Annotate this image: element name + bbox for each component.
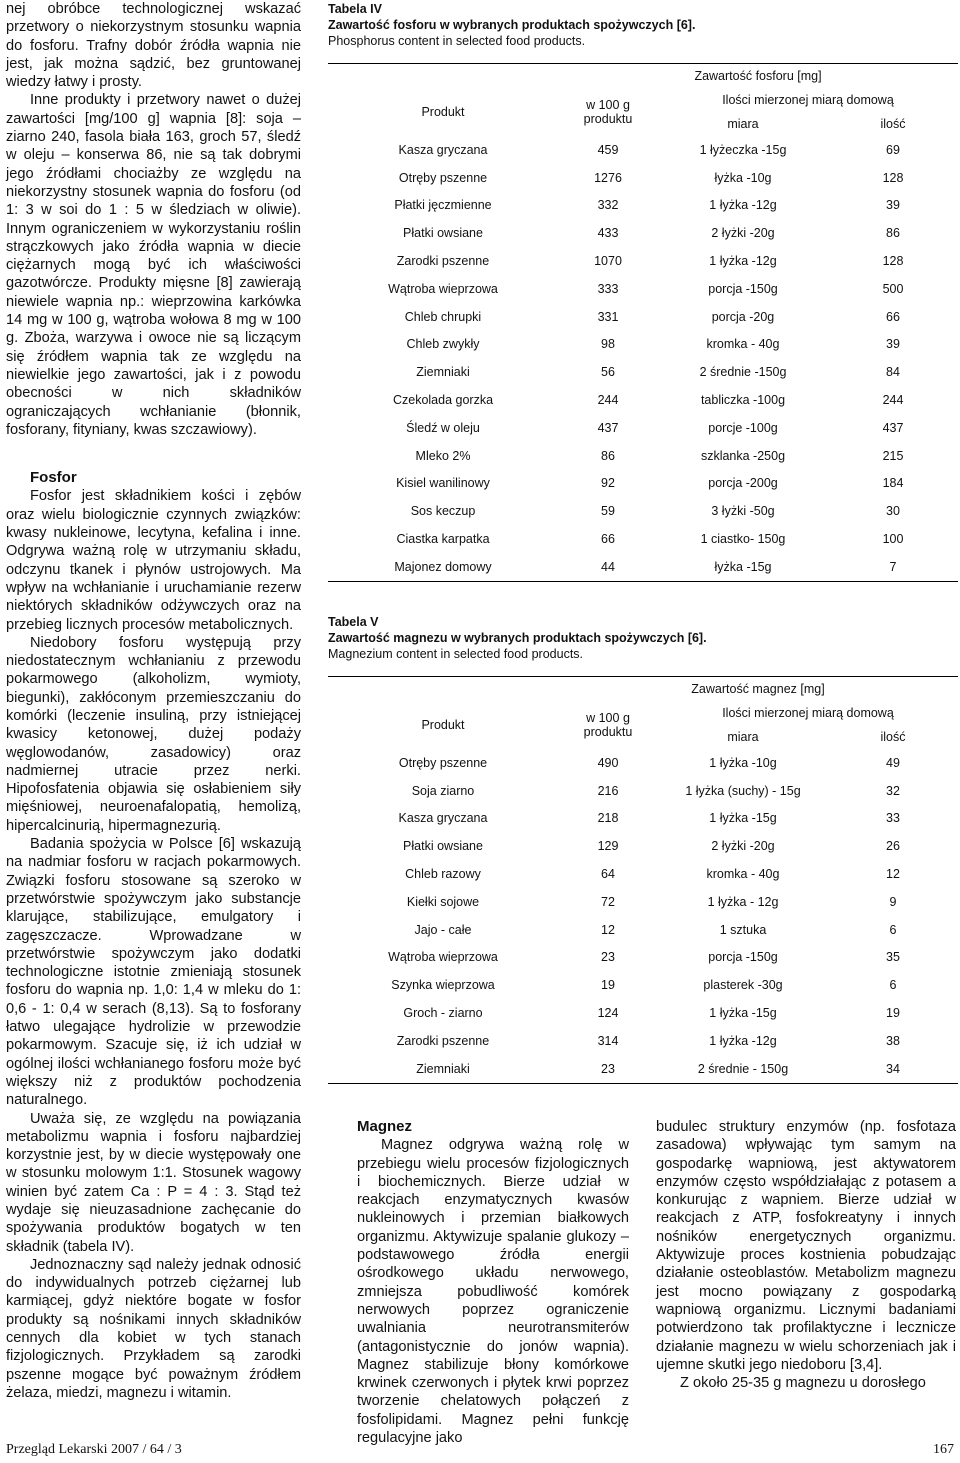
cell-product: Kasza gryczana (398, 142, 488, 157)
table5-subtitle: Magnezium content in selected food products. (328, 647, 584, 661)
cell-amount: 6 (889, 922, 897, 937)
cell-per100: 124 (597, 1006, 619, 1021)
cell-measure: 2 łyżki -20g (711, 839, 775, 854)
section-heading-fosfor: Fosfor (30, 469, 77, 487)
cell-per100: 98 (601, 337, 615, 352)
cell-amount: 32 (886, 783, 900, 798)
cell-product: Kisiel wanilinowy (396, 476, 490, 491)
cell-per100: 23 (558, 1055, 658, 1083)
paragraph: nej obróbce technologicznej wskazać przetwory o niekorzystnym stosunku wapnia do fosforu. Trafny dobór źródła wapnia nie jest, jak można sądzić, bez gruntowanej wiedzy łatwy i prosty. (6, 1, 301, 91)
cell-product: Śledź w oleju (406, 420, 480, 435)
table-row (328, 358, 958, 386)
paragraph: Niedobory fosforu występują przy niedostatecznym wchłanianiu z przewodu pokarmowego (alkoholizm, wymioty, biegunki), zakłóconym przemieszczaniu do komórki (leczenie insuliną, przy istniejącej kwasicy ketonowej, dużej podaży węglowodanów, zasadowicy) oraz nadmiernej utracie przez nerki. Hipofosfatenia objawia się osłabieniem siły mięśniowej, neuroenafalopatią, hemolizą, hipercalcinurią, hipermagnezurią. (6, 634, 301, 834)
table5-caption (328, 614, 707, 662)
cell-product: Kiełki sojowe (406, 894, 480, 909)
paragraph: Z około 25-35 g magnezu u dorosłego (680, 1375, 926, 1392)
cell-amount: 39 (886, 198, 900, 213)
paragraph: Inne produkty i przetwory nawet o dużej zawartości [mg/100 g] wapnia [8]: soja – ziarno 240, fasola biała 163, groch 57, śledź w oleju – konserwa 86, nie są tak dobrymi jego źródłami chociażby ze względu na niekorzystny stosunek wapnia do fosforu (od 1: 3 w soi do 1 : 5 w śledziach w oliwie). Innym ograniczeniem w wykorzystaniu roślin strączkowych jako źródła wapnia w diecie ciężarnych mogą być ich właściwości gazotwórcze. Produkty mięsne [8] zawierają niewiele wapnia np.: wieprzowina karkówka 14 mg w 100 g, wątroba wołowa 8 mg w 100 g. Zboża, warzywa i owoce nie są liczącym się źródłem wapnia tak ze względu na niewielkie jego zawartości, jak i z powodu obecności w nich składników ograniczających wchłanianie (błonnik, fosforany, fityniany, kwas szczawiowy). (6, 92, 301, 438)
cell-per100: 129 (597, 839, 619, 854)
cell-per100: 1070 (594, 254, 622, 269)
section-heading-magnez: Magnez (357, 1118, 413, 1135)
table-row (328, 916, 958, 944)
table-row (328, 303, 958, 331)
table5-label: Tabela V (328, 615, 379, 629)
cell-product: Ziemniaki (328, 1055, 558, 1083)
cell-product: Płatki owsiane (403, 226, 483, 241)
cell-amount: 69 (886, 142, 900, 157)
cell-per100: 19 (601, 978, 615, 993)
cell-measure: 1 sztuka (719, 922, 767, 937)
table4-title: Zawartość fosforu w wybranych produktach spożywczych [6]. (328, 18, 696, 32)
cell-measure: kromka - 40g (706, 867, 780, 882)
table5-title: Zawartość magnezu w wybranych produktach spożywczych [6]. (328, 631, 707, 645)
table4 (328, 63, 958, 582)
cell-amount: 9 (889, 894, 897, 909)
table-row (328, 219, 958, 247)
cell-amount: 84 (886, 365, 900, 380)
cell-product: Mleko 2% (415, 448, 471, 463)
cell-per100: 314 (597, 1033, 619, 1048)
cell-per100: 1276 (594, 170, 622, 185)
table4-header-household: Ilości mierzonej miarą domową (722, 93, 894, 107)
table-row (328, 888, 958, 916)
cell-per100: 244 (597, 393, 619, 408)
cell-measure: porcja -200g (708, 476, 778, 491)
paragraph: Fosfor jest składnikiem kości i zębów oraz wielu biologicznie czynnych związków: kwasy nukleinowe, lecytyna, kefalina i inne. Odgrywa ważną rolę w utrzymaniu składu, odczynu tkanek i płynów ustrojowych. Ma wpływ na wchłanianie i uruchamianie rezerw niektórych składników odżywczych oraz na przebieg licznych procesów metabolicznych. (6, 488, 301, 633)
cell-product: Zarodki pszenne (396, 1033, 490, 1048)
cell-measure: 1 łyżka -12g (709, 254, 777, 269)
cell-measure: 1 łyżka - 12g (707, 894, 779, 909)
cell-per100: 459 (597, 142, 619, 157)
cell-per100: 86 (601, 448, 615, 463)
cell-measure: porcja -20g (711, 309, 775, 324)
cell-measure: tabliczka -100g (700, 393, 786, 408)
cell-measure: porcje -100g (708, 420, 778, 435)
cell-amount: 128 (882, 170, 904, 185)
table-row (328, 497, 958, 525)
cell-measure: 1 ciastko- 150g (700, 532, 786, 547)
cell-per100: 333 (597, 281, 619, 296)
table-row (328, 860, 958, 888)
cell-amount: 66 (886, 309, 900, 324)
table-row (328, 414, 958, 442)
table-row (328, 805, 958, 833)
table4-header-product: Produkt (421, 105, 465, 119)
table5-header-measure: miara (727, 730, 759, 744)
cell-measure: 1 łyżka -15g (709, 811, 777, 826)
cell-product: Kasza gryczana (398, 811, 488, 826)
journal-citation: Przegląd Lekarski 2007 / 64 / 3 (6, 1442, 182, 1457)
right-text-column (656, 1118, 956, 1392)
table4-body (328, 136, 958, 581)
cell-amount: 184 (882, 476, 904, 491)
table-row (328, 247, 958, 275)
cell-product: Zarodki pszenne (396, 254, 490, 269)
cell-per100: 59 (601, 504, 615, 519)
table-row (328, 553, 958, 581)
cell-product: Wątroba wieprzowa (388, 281, 498, 296)
table-row (328, 136, 958, 164)
paragraph: Badania spożycia w Polsce [6] wskazują na nadmiar fosforu w racjach pokarmowych. Związki fosforu stosowane są szeroko w przetwórstwie spożywczym jako substancje klarujące, stabilizujące, emulgatory i zagęszczacze. Wprowadzane w przetwórstwie spożywczym jako dodatki technologiczne istotnie zmieniają stosunek fosforu do wapnia np. 1,0: 1,4 w mleku do 1: 0,6 - 1: 0,4 w serach (8,13). Są to fosforany łatwo ulegające hydrolizie w przewodzie pokarmowym. Szacuje się, iż ich udział w ogólnej ilości wchłanianego fosforu może być większy niż z produktów pochodzenia naturalnego. (6, 836, 301, 1109)
table4-header-group: Zawartość fosforu [mg] (558, 64, 958, 89)
cell-per100: 44 (558, 553, 658, 581)
table-row (328, 971, 958, 999)
cell-amount: 33 (886, 811, 900, 826)
paragraph: Magnez odgrywa ważną rolę w przebiegu wielu procesów fizjologicznych i biochemicznych. Bierze udział w reakcjach enzymatycznych kwasów nukleinowych i przemian białkowych organizmu. Aktywizuje spalanie glukozy – podstawowego źródła energii ośrodkowego układu nerwowego, zmniejsza pobudliwość komórek nerwowych poprzez ograniczenie uwalniania neurotransmiterów (antagonistycznie do jonów wapnia). Magnez stabilizuje błony komórkowe krwinek czerwonych i płytek krwi poprzez tworzenie chelatowych połączeń z fosfolipidami. Magnez pełni funkcję regulacyjne jako (357, 1137, 629, 1447)
cell-measure: szklanka -250g (700, 448, 786, 463)
cell-amount: 30 (886, 504, 900, 519)
table-row (328, 275, 958, 303)
cell-per100: 64 (601, 867, 615, 882)
table5-header-product: Produkt (421, 718, 465, 732)
cell-measure: 1 łyżka -15g (709, 1006, 777, 1021)
cell-amount: 34 (828, 1055, 958, 1083)
cell-amount: 19 (886, 1006, 900, 1021)
cell-per100: 433 (597, 226, 619, 241)
table-row (328, 944, 958, 972)
cell-amount: 6 (889, 978, 897, 993)
table4-caption (328, 1, 695, 49)
cell-product: Groch - ziarno (403, 1006, 483, 1021)
cell-amount: 437 (882, 420, 904, 435)
cell-amount: 26 (886, 839, 900, 854)
table-row (328, 470, 958, 498)
cell-per100: 216 (597, 783, 619, 798)
paragraph: Jednoznaczny sąd należy jednak odnosić do indywidualnych potrzeb ciężarnej lub karmiącej, gdyż niektóre bogate w fosfor produkty są nośnikami innych składników cennych dla kobiet w tych stanach fizjologicznych. Przykładem są zarodki pszenne mogące być poważnym źródłem żelaza, miedzi, magnezu i witamin. (6, 1256, 301, 1401)
cell-product: Otręby pszenne (398, 170, 488, 185)
cell-measure: porcja -150g (708, 950, 778, 965)
cell-product: Ciastka karpatka (396, 532, 490, 547)
table-row (328, 1027, 958, 1055)
table5-header-per100: w 100 g produktu (583, 711, 633, 739)
cell-measure: plasterek -30g (703, 978, 783, 993)
cell-product: Otręby pszenne (398, 755, 488, 770)
cell-amount: 35 (886, 950, 900, 965)
cell-measure: 3 łyżki -50g (711, 504, 775, 519)
page-footer (0, 1430, 960, 1463)
table5 (328, 676, 958, 1084)
cell-measure: 1 łyżka -12g (709, 1033, 777, 1048)
cell-per100: 331 (597, 309, 619, 324)
cell-product: Chleb chrupki (404, 309, 482, 324)
cell-amount: 7 (828, 553, 958, 581)
cell-amount: 500 (882, 281, 904, 296)
cell-product: Czekolada gorzka (392, 393, 494, 408)
cell-per100: 23 (601, 950, 615, 965)
cell-product: Soja ziarno (411, 783, 475, 798)
page-number: 167 (933, 1442, 954, 1457)
middle-text-column (357, 1118, 629, 1447)
cell-per100: 12 (601, 922, 615, 937)
cell-per100: 218 (597, 811, 619, 826)
table5-header-group: Zawartość magnez [mg] (558, 677, 958, 702)
cell-amount: 215 (882, 448, 904, 463)
cell-amount: 49 (886, 755, 900, 770)
table-row (328, 442, 958, 470)
cell-amount: 100 (882, 532, 904, 547)
table-row (328, 999, 958, 1027)
cell-measure: 2 średnie - 150g (658, 1055, 828, 1083)
table-row (328, 749, 958, 777)
table5-body (328, 749, 958, 1083)
cell-per100: 490 (597, 755, 619, 770)
cell-amount: 86 (886, 226, 900, 241)
cell-product: Chleb razowy (405, 867, 481, 882)
table-row (328, 192, 958, 220)
paragraph: Uważa się, ze względu na powiązania metabolizmu wapnia i fosforu najbardziej korzystnie jest, by w diecie występowały one w stosunku molowym 1:1. Stosunek wagowy winien być zatem Ca : P = 4 : 3. Stąd też wydaje się nieuzasadnione zachęcanie do spożywania produktów bogatych w ten składnik (tabela IV). (6, 1110, 301, 1255)
table4-header-per100: w 100 g produktu (583, 98, 633, 126)
cell-measure: 2 średnie -150g (699, 365, 787, 380)
cell-amount: 39 (886, 337, 900, 352)
table-row (328, 386, 958, 414)
cell-measure: 1 łyżeczka -15g (699, 142, 787, 157)
table4-subtitle: Phosphorus content in selected food products. (328, 34, 586, 48)
cell-amount: 128 (882, 254, 904, 269)
table5-header-household: Ilości mierzonej miarą domową (722, 706, 894, 720)
cell-amount: 38 (886, 1033, 900, 1048)
table4-header-measure: miara (727, 117, 759, 131)
cell-measure: 1 łyżka -12g (709, 198, 777, 213)
cell-amount: 12 (886, 867, 900, 882)
cell-per100: 437 (597, 420, 619, 435)
cell-amount: 244 (882, 393, 904, 408)
table4-label: Tabela IV (328, 2, 382, 16)
cell-measure: porcja -150g (708, 281, 778, 296)
cell-measure: łyżka -10g (714, 170, 772, 185)
cell-product: Ziemniaki (416, 365, 470, 380)
cell-product: Chleb zwykły (406, 337, 480, 352)
cell-per100: 72 (601, 894, 615, 909)
cell-measure: kromka - 40g (706, 337, 780, 352)
table-row (328, 777, 958, 805)
cell-product: Wątroba wieprzowa (388, 950, 498, 965)
table4-header-blank (328, 64, 558, 89)
cell-measure: 2 łyżki -20g (711, 226, 775, 241)
left-text-column (6, 0, 301, 1402)
cell-per100: 92 (601, 476, 615, 491)
paragraph: budulec struktury enzymów (np. fosfotaza zasadowa) wpływając tym samym na gospodarkę wapniową, jest aktywatorem enzymów często współdziałając z potasem a konkurując z wapniem. Bierze udział w reakcjach z ATP, fosfokreatyny i innych nośników energetycznych organizmu. Aktywizuje proces kostnienia pobudzając działanie osteoblastów. Metabolizm magnezu jest mocno powiązany z gospodarką wapniową organizmu. Licznymi badaniami potwierdzono tak profilaktyczne i lecznicze działanie magnezu w wielu schorzeniach jak i ujemne skutki jego niedoboru [3,4]. (656, 1119, 956, 1373)
cell-product: Sos keczup (410, 504, 476, 519)
cell-per100: 56 (601, 365, 615, 380)
table-row (328, 331, 958, 359)
cell-per100: 332 (597, 198, 619, 213)
table5-header-amount: ilość (880, 730, 906, 744)
cell-product: Majonez domowy (328, 553, 558, 581)
table-row (328, 1055, 958, 1083)
table-row (328, 525, 958, 553)
cell-product: Płatki owsiane (403, 839, 483, 854)
table-row (328, 164, 958, 192)
cell-per100: 66 (601, 532, 615, 547)
cell-product: Jajo - całe (414, 922, 472, 937)
table4-header-amount: ilość (880, 117, 906, 131)
table5-header-blank (328, 677, 558, 702)
cell-product: Szynka wieprzowa (391, 978, 495, 993)
cell-measure: 1 łyżka -10g (709, 755, 777, 770)
table-row (328, 832, 958, 860)
cell-measure: 1 łyżka (suchy) - 15g (685, 783, 801, 798)
cell-product: Płatki jęczmienne (394, 198, 492, 213)
cell-measure: łyżka -15g (658, 553, 828, 581)
